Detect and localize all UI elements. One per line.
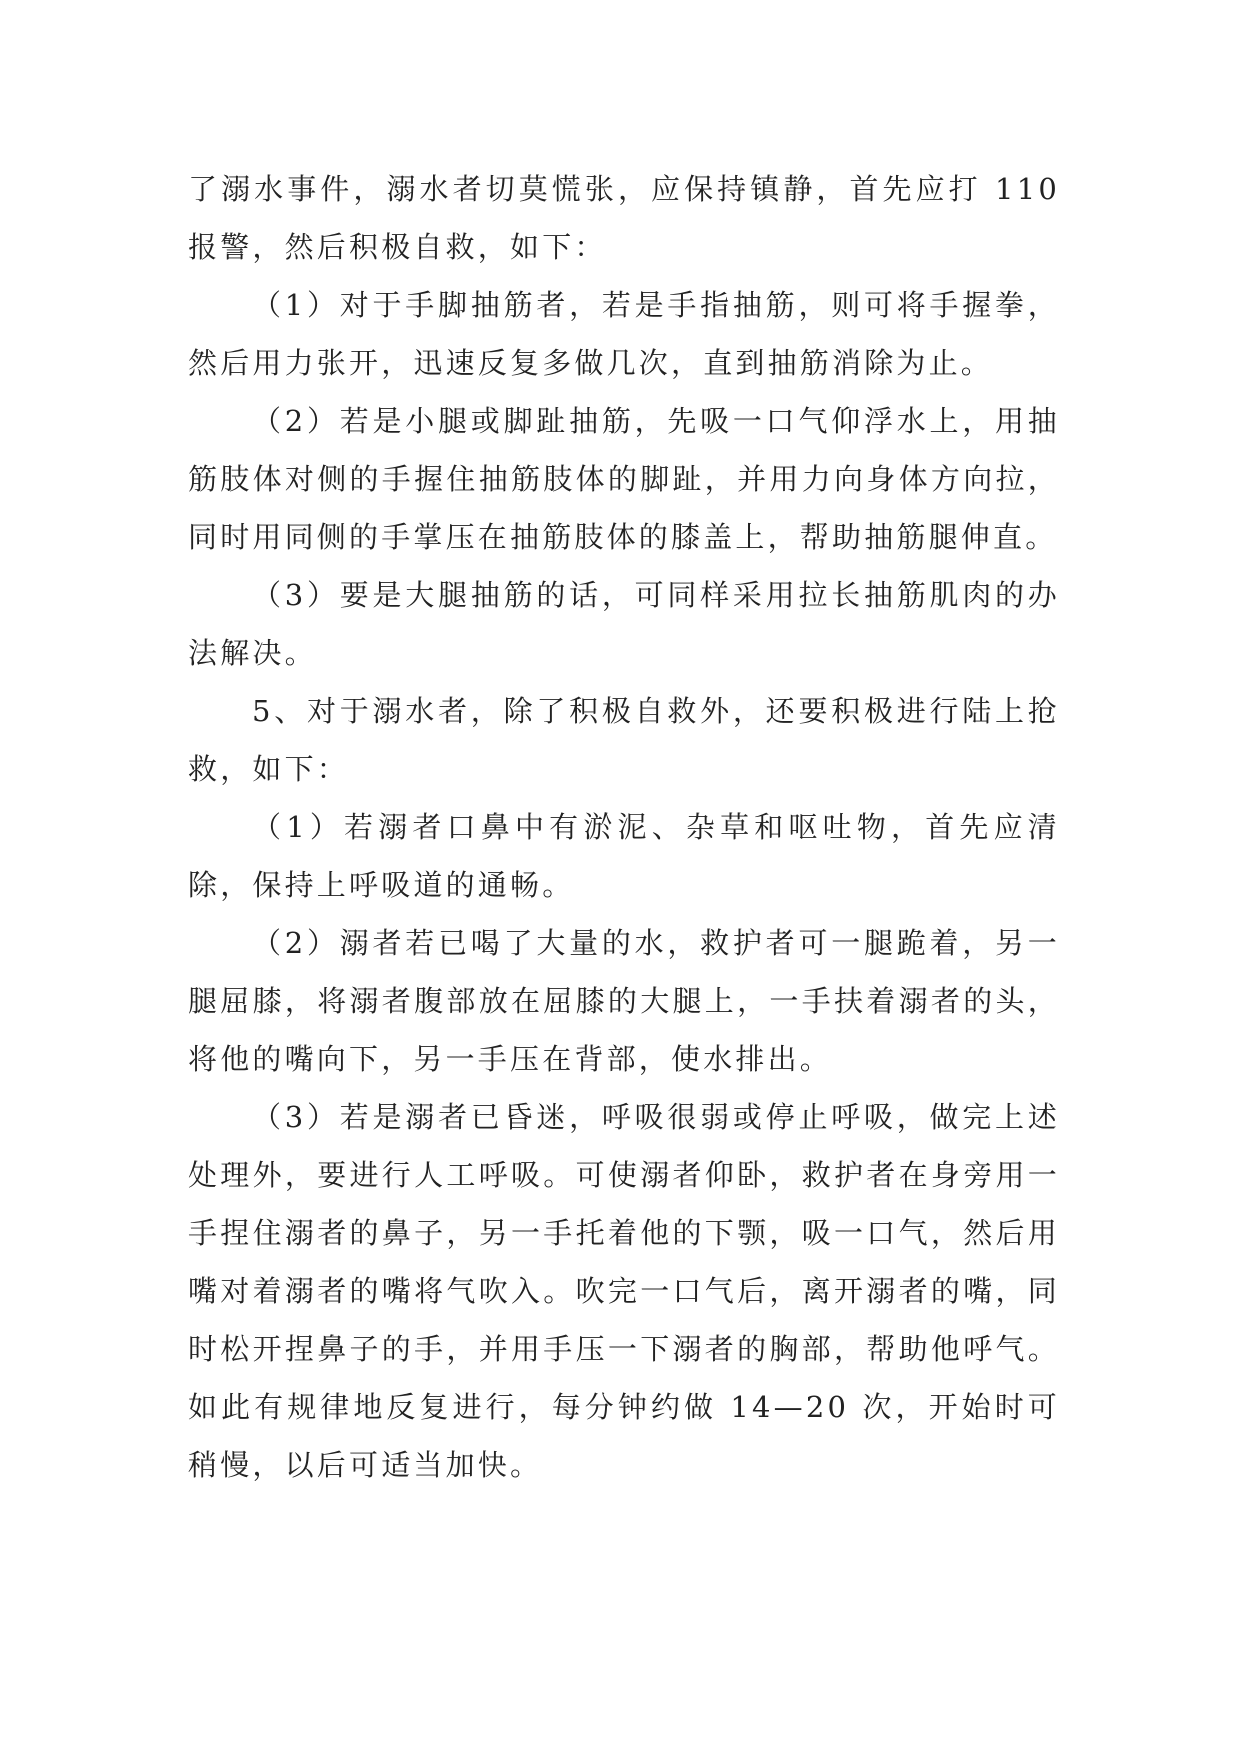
paragraph-cramp-thigh: （3）要是大腿抽筋的话，可同样采用拉长抽筋肌肉的办法解决。 — [188, 578, 1060, 670]
paragraph-cramp-calf: （2）若是小腿或脚趾抽筋，先吸一口气仰浮水上，用抽筋肢体对侧的手握住抽筋肢体的脚趾，并用力向身体方向拉，同时用同侧的手掌压在抽筋肢体的膝盖上，帮助抽筋腿伸直。 — [188, 404, 1060, 554]
paragraph-continuation: 了溺水事件，溺水者切莫慌张，应保持镇静，首先应打 110 报警，然后积极自救，如下： — [188, 172, 1060, 264]
paragraph-cramp-hand: （1）对于手脚抽筋者，若是手指抽筋，则可将手握拳，然后用力张开，迅速反复多做几次，直到抽筋消除为止。 — [188, 288, 1060, 380]
paragraph-clear-airway: （1）若溺者口鼻中有淤泥、杂草和呕吐物，首先应清除，保持上呼吸道的通畅。 — [188, 810, 1060, 902]
paragraph-drain-water: （2）溺者若已喝了大量的水，救护者可一腿跪着，另一腿屈膝，将溺者腹部放在屈膝的大腿上，一手扶着溺者的头，将他的嘴向下，另一手压在背部，使水排出。 — [188, 926, 1060, 1076]
document-body — [188, 160, 1060, 1494]
paragraph-section-5: 5、对于溺水者，除了积极自救外，还要积极进行陆上抢救，如下： — [188, 694, 1060, 786]
paragraph-rescue-breathing: （3）若是溺者已昏迷，呼吸很弱或停止呼吸，做完上述处理外，要进行人工呼吸。可使溺者仰卧，救护者在身旁用一手捏住溺者的鼻子，另一手托着他的下颚，吸一口气，然后用嘴对着溺者的嘴将气吹入。吹完一口气后，离开溺者的嘴，同时松开捏鼻子的手，并用手压一下溺者的胸部，帮助他呼气。如此有规律地反复进行，每分钟约做 14—20 次，开始时可稍慢，以后可适当加快。 — [188, 1100, 1060, 1482]
